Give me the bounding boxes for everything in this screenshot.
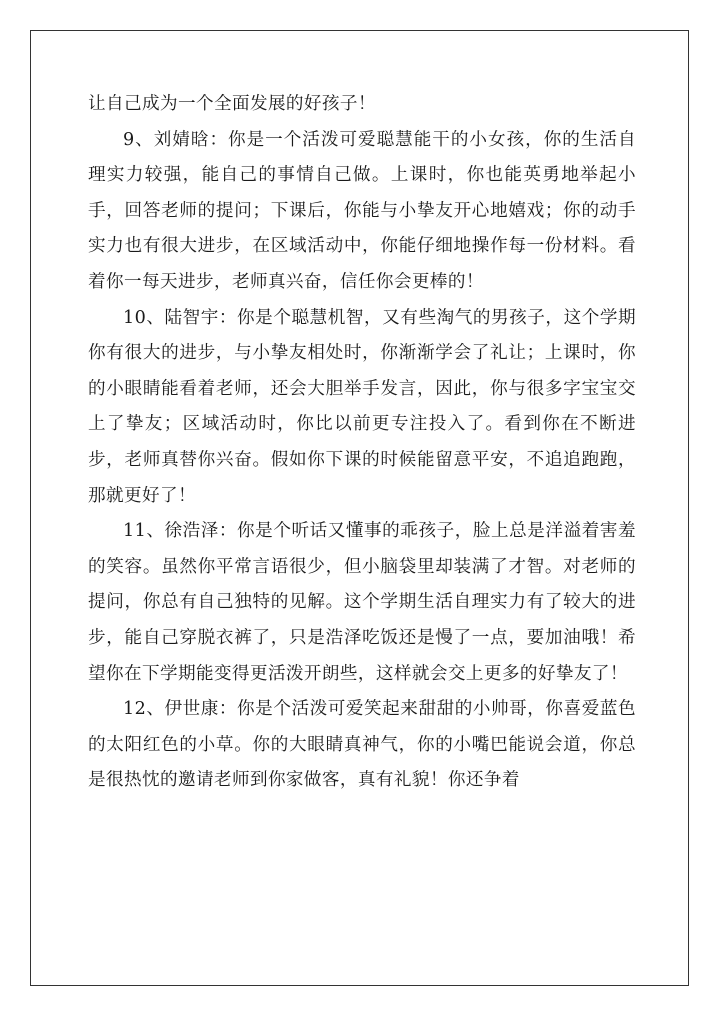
paragraph-continuation: 让自己成为一个全面发展的好孩子！ [88,94,376,114]
paragraph-comment-10: 10、陆智宇：你是个聪慧机智，又有些淘气的男孩子，这个学期你有很大的进步，与小挚友相处时，你渐渐学会了礼让；上课时，你的小眼睛能看着老师，还会大胆举手发言，因此，你与很多字宝宝交上了挚友；区域活动时，你比以前更专注投入了。看到你在不断进步，老师真替你兴奋。假如你下课的时候能留意平安，不追追跑跑，那就更好了！ [88,307,636,506]
document-body [88,87,636,799]
paragraph-comment-9: 9、刘婧晗：你是一个活泼可爱聪慧能干的小女孩，你的生活自理实力较强，能自己的事情自己做。上课时，你也能英勇地举起小手，回答老师的提问；下课后，你能与小挚友开心地嬉戏；你的动手实力也有很大进步，在区域活动中，你能仔细地操作每一份材料。看着你一每天进步，老师真兴奋，信任你会更棒的！ [88,129,636,292]
paragraph-comment-12: 12、伊世康：你是个活泼可爱笑起来甜甜的小帅哥，你喜爱蓝色的太阳红色的小草。你的大眼睛真神气，你的小嘴巴能说会道，你总是很热忱的邀请老师到你家做客，真有礼貌！你还争着 [88,699,636,791]
paragraph-comment-11: 11、徐浩泽：你是个听话又懂事的乖孩子，脸上总是洋溢着害羞的笑容。虽然你平常言语很少，但小脑袋里却装满了才智。对老师的提问，你总有自己独特的见解。这个学期生活自理实力有了较大的进步，能自己穿脱衣裤了，只是浩泽吃饭还是慢了一点，要加油哦！希望你在下学期能变得更活泼开朗些，这样就会交上更多的好挚友了！ [88,521,636,684]
